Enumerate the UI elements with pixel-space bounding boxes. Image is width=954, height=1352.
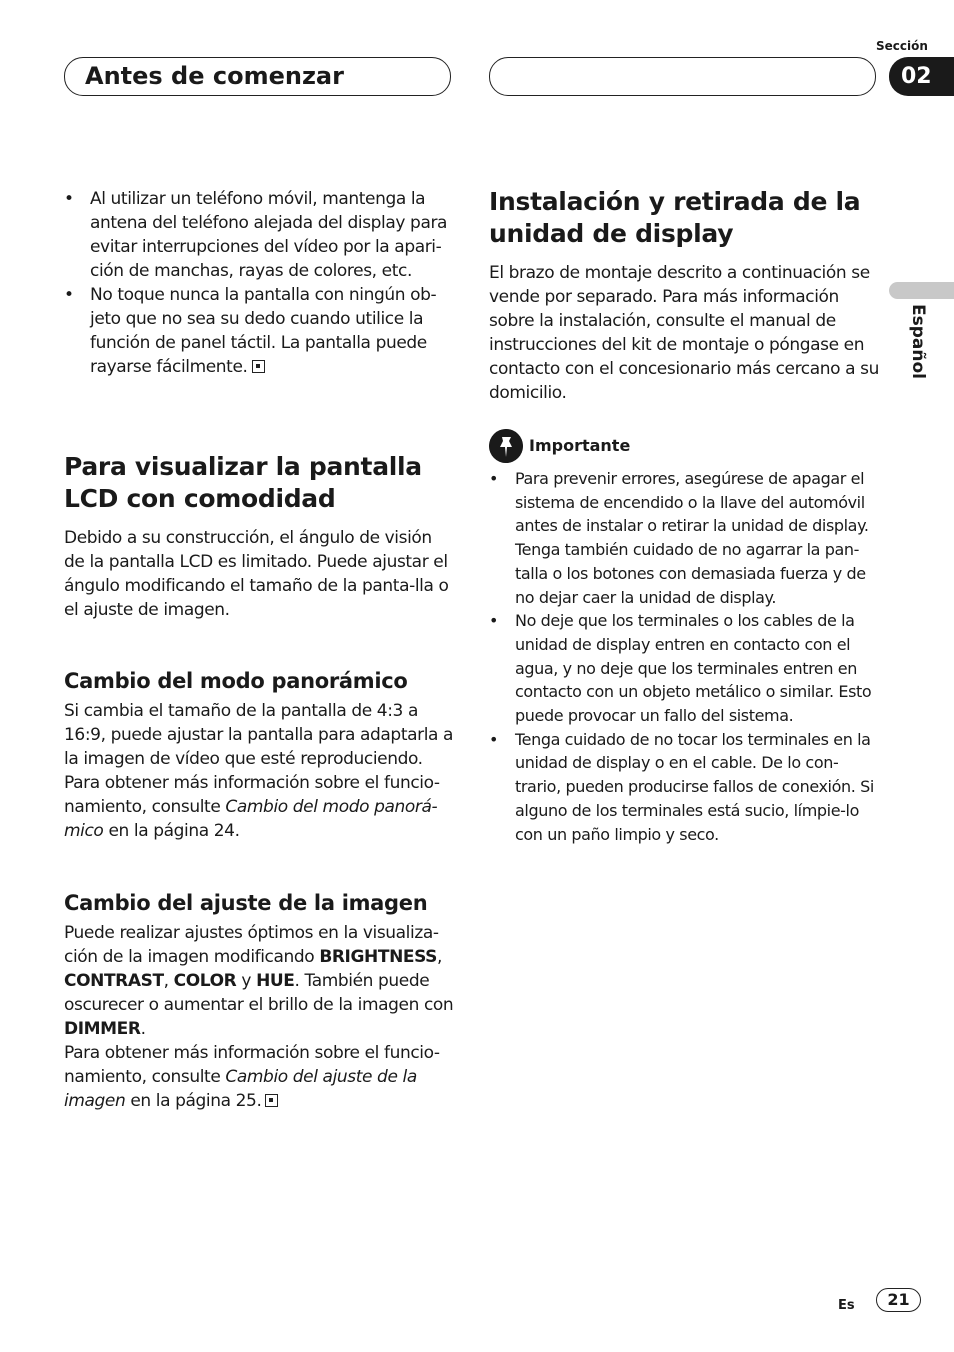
important-icon [489, 429, 523, 463]
page-number: 21 [876, 1288, 921, 1312]
panoramic-body [64, 699, 456, 843]
panoramic-page-ref: en la página 24. [108, 821, 240, 841]
left-column [64, 187, 456, 1113]
language-label: Español [908, 304, 928, 379]
warning-bullet-list [64, 187, 456, 379]
lcd-heading: Para visualizar la pantalla LCD con comodidad [64, 452, 422, 513]
important-section [489, 467, 881, 846]
image-body: Puede realizar ajustes óptimos en la visualiza-ción de la imagen modificando BRIGHTNESS, CONTRAST, COLOR y HUE. También puede oscurecer o aumentar el brillo de la imagen con DIMMER. [64, 923, 454, 1039]
keyword-contrast: CONTRAST [64, 971, 164, 991]
list-item [64, 187, 456, 283]
language-code: Es [838, 1298, 855, 1313]
list-item: • Para prevenir errores, asegúrese de apagar el sistema de encendido o la llave del automóvil antes de instalar o retirar la unidad de display. Tenga también cuidado de no agarrar la pan-talla o los botones con demasiada fuerza y de no dejar caer la unidad de display. [489, 467, 881, 609]
header-title-pill [64, 57, 451, 96]
language-tab [889, 282, 954, 299]
bullet-text: No toque nunca la pantalla con ningún ob-jeto que no sea su dedo cuando utilice la función de panel táctil. La pantalla puede rayarse fácilmente. [90, 285, 437, 377]
image-body-2 [64, 1041, 456, 1113]
important-bullet-list [489, 467, 881, 846]
image-text-c: Para obtener más información sobre el funcio-namiento, consulte [64, 1043, 440, 1087]
page-title: Antes de comenzar [85, 62, 344, 90]
image-text-a: Puede realizar ajustes óptimos en la visualiza-ción de la imagen modificando [64, 923, 439, 967]
panoramic-text: Si cambia el tamaño de la pantalla de 4:3 a 16:9, puede ajustar la pantalla para adaptarla a la imagen de vídeo que esté reproduciendo. Para obtener más información sobre el funcio-namiento, consulte [64, 701, 454, 817]
image-heading: Cambio del ajuste de la imagen [64, 891, 428, 915]
bullet-text: Al utilizar un teléfono móvil, mantenga la antena del teléfono alejada del display para evitar interrupciones del vídeo por la apari-ción de manchas, rayas de colores, etc. [90, 189, 448, 281]
keyword-hue: HUE [256, 971, 295, 991]
list-item: • No deje que los terminales o los cables de la unidad de display entren en contacto con el agua, y no deje que los terminales entren en contacto con un objeto metálico o similar. Esto puede provocar un fallo del sistema. [489, 609, 881, 728]
lcd-body: Debido a su construcción, el ángulo de visión de la pantalla LCD es limitado. Puede ajustar el ángulo modificando el tamaño de la panta-lla o el ajuste de imagen. [64, 528, 449, 620]
image-text-b: . También puede oscurecer o aumentar el brillo de la imagen con [64, 971, 454, 1015]
list-item [64, 283, 456, 379]
list-item: • Tenga cuidado de no tocar los terminales en la unidad de display o en el cable. De lo con-trario, pueden producirse fallos de conexión. Si alguno de los terminales está sucio, límpie-lo con un paño limpio y seco. [489, 728, 881, 847]
conjunction: y [241, 971, 252, 991]
section-number: 02 [889, 57, 954, 96]
install-heading: Instalación y retirada de la unidad de display [489, 187, 861, 248]
end-of-section-icon [252, 360, 265, 373]
keyword-color: COLOR [173, 971, 237, 991]
image-page-ref: en la página 25. [130, 1091, 262, 1111]
header-blank-pill [489, 57, 876, 96]
section-label: Sección [876, 39, 928, 53]
keyword-dimmer: DIMMER [64, 1019, 141, 1039]
install-body: El brazo de montaje descrito a continuación se vende por separado. Para más información sobre la instalación, consulte el manual de instrucciones del kit de montaje o póngase en contacto con el concesionario más cercano a su domicilio. [489, 263, 880, 403]
important-label: Importante [529, 436, 631, 455]
panoramic-heading: Cambio del modo panorámico [64, 669, 408, 693]
right-column [489, 186, 881, 405]
image-reference: Cambio del ajuste de la imagen [64, 1067, 417, 1111]
end-of-section-icon [265, 1094, 278, 1107]
panoramic-reference: Cambio del modo panorá-mico [64, 797, 438, 841]
keyword-brightness: BRIGHTNESS [319, 947, 438, 967]
